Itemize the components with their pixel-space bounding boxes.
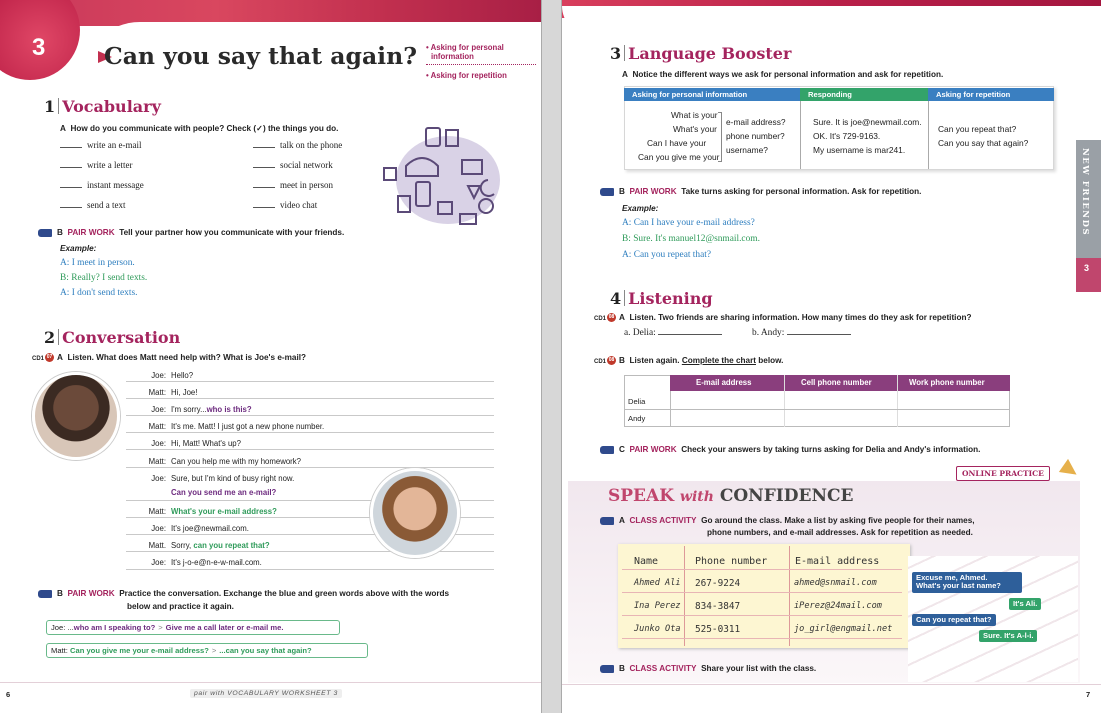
note-row-1-email: ahmed@snmail.com [794, 578, 877, 588]
objective-divider [426, 64, 536, 65]
booster-response-2: OK. It's 729-9163. [813, 131, 881, 141]
booster-col-header-3: Asking for repetition [928, 88, 1054, 101]
chart-row-andy: Andy [628, 414, 646, 423]
dialogue-line-4: Matt: It's me. Matt! I just got a new phone number. [148, 422, 325, 431]
chart-col-divider [784, 375, 785, 427]
dialogue-rule [126, 415, 494, 416]
vocab-b-text: Tell your partner how you communicate with your friends. [119, 228, 345, 237]
note-row-3-email: jo_girl@engmail.net [794, 624, 893, 634]
booster-ask-right-2: phone number? [726, 131, 785, 141]
class-activity-icon [600, 665, 614, 673]
dialogue-line-11: Matt. Sorry, can you repeat that? [148, 541, 270, 550]
substitution-box-1: Joe: ...who am I speaking to? > Give me a call later or e-mail me. [46, 620, 340, 635]
dialogue-line-8: Can you send me an e-mail? [171, 488, 277, 497]
audio-track-icon[interactable]: 08 [608, 357, 615, 364]
vocab-a-instruction [60, 123, 338, 133]
booster-ask-3: Can I have your [647, 138, 707, 148]
conversation-b-text-1: Practice the conversation. Exchange the blue and green words above with the words [119, 589, 450, 598]
note-divider [789, 546, 790, 646]
page-number-left: 6 [6, 690, 11, 699]
vocab-item-right-4[interactable]: video chat [253, 200, 317, 210]
listening-b-letter: B [619, 356, 625, 365]
vocab-item-left-3[interactable]: instant message [60, 180, 144, 190]
cursor-arrow-icon [1059, 459, 1081, 481]
note-header-phone: Phone number [695, 556, 768, 567]
dialogue-line-9: Matt: What's your e-mail address? [148, 507, 277, 516]
speech-bubble-1: Excuse me, Ahmed. What's your last name? [912, 572, 1022, 593]
note-header-email: E-mail address [795, 556, 880, 567]
speak-a-letter: A [619, 516, 625, 525]
dialogue-line-1: Joe: Hello? [151, 371, 194, 380]
vocab-item-right-1[interactable]: talk on the phone [253, 140, 342, 150]
listening-option-delia[interactable]: a. Delia: [624, 328, 722, 338]
audio-track-icon[interactable]: 08 [608, 314, 615, 321]
page-number-right: 7 [1086, 690, 1091, 699]
booster-title: Language Booster [628, 44, 792, 63]
dialogue-rule [126, 467, 494, 468]
vocab-heading [44, 97, 161, 117]
class-activity-icon [600, 517, 614, 525]
booster-response-1: Sure. It is joe@newmail.com. [813, 117, 922, 127]
chart-col-divider [897, 375, 898, 427]
booster-ask-right-1: e-mail address? [726, 117, 786, 127]
dialogue-line-6: Matt: Can you help me with my homework? [148, 457, 302, 466]
conversation-b-letter: B [57, 589, 63, 598]
note-header-name: Name [634, 556, 659, 567]
vocab-item-right-2[interactable]: social network [253, 160, 333, 170]
speak-title: SPEAK with CONFIDENCE [608, 486, 854, 506]
vocab-a-text: How do you communicate with people? Check (✓) the things you do. [70, 124, 339, 133]
vocab-a-letter: A [60, 124, 66, 133]
booster-example-1: A: Can I have your e-mail address? [622, 218, 755, 228]
speak-b-letter: B [619, 664, 625, 673]
dialogue-line-12: Joe: It's j-o-e@n-e-w-mail.com. [151, 558, 262, 567]
vocab-title: Vocabulary [62, 97, 161, 116]
online-practice-badge[interactable]: ONLINE PRACTICE [956, 466, 1050, 481]
footer-rule [0, 682, 541, 683]
speak-a-label: CLASS ACTIVITY [629, 516, 697, 525]
chart-header-cell: Cell phone number [801, 378, 872, 387]
listening-title: Listening [628, 289, 713, 308]
speech-bubble-3: Can you repeat that? [912, 614, 996, 626]
booster-brace [718, 112, 722, 162]
worksheet-footer: pair with VOCABULARY WORKSHEET 3 [190, 689, 342, 698]
conversation-a-text: Listen. What does Matt need help with? What is Joe's e-mail? [67, 353, 307, 362]
conversation-title: Conversation [62, 328, 181, 347]
booster-ask-2: What's your [673, 124, 717, 134]
note-rule [622, 638, 902, 639]
speak-a-text-1: Go around the class. Make a list by asking five people for their names, [701, 516, 975, 525]
booster-example-2: B: Sure. It's manuel12@snmail.com. [622, 234, 760, 244]
left-page [0, 0, 541, 713]
booster-col-header-2: Responding [800, 88, 928, 101]
note-rule [622, 592, 902, 593]
booster-b-label: PAIR WORK [629, 187, 677, 196]
vocab-item-left-2[interactable]: write a letter [60, 160, 132, 170]
note-row-1-name: Ahmed Ali [634, 578, 681, 588]
pair-work-icon [600, 188, 614, 196]
conversation-heading [44, 328, 180, 348]
booster-b-letter: B [619, 187, 625, 196]
note-row-3-phone: 525-0311 [695, 624, 741, 635]
side-tab-label: NEW FRIENDS [1080, 148, 1090, 237]
chart-header-work: Work phone number [909, 378, 985, 387]
cd-label: CD1 [594, 316, 607, 322]
booster-b-text: Take turns asking for personal information. Ask for repetition. [681, 187, 922, 196]
listening-num: 4 [610, 289, 622, 308]
header-swoosh [562, 6, 1101, 36]
note-rule [622, 569, 902, 570]
booster-b-instruction [600, 187, 921, 196]
vocab-example-3: A: I don't send texts. [60, 288, 138, 298]
dialogue-rule [126, 398, 494, 399]
conversation-b-label: PAIR WORK [67, 589, 115, 598]
dialogue-rule [126, 449, 494, 450]
objective-2: • Asking for repetition [426, 71, 507, 80]
speak-b-label: CLASS ACTIVITY [629, 664, 697, 673]
listening-b-instruction: CD1 08 B Listen again. Complete the chart below. [594, 356, 784, 365]
listening-c-instruction [600, 445, 980, 454]
booster-heading [610, 44, 791, 64]
note-row-2-email: iPerez@24mail.com [794, 601, 882, 611]
conversation-num: 2 [44, 328, 56, 347]
listening-heading [610, 289, 713, 309]
pair-work-icon [600, 446, 614, 454]
booster-response-3: My username is mar241. [813, 145, 906, 155]
listening-c-text: Check your answers by taking turns asking for Delia and Andy's information. [681, 445, 981, 454]
listening-c-letter: C [619, 445, 625, 454]
booster-a-instruction [622, 70, 943, 79]
note-divider [684, 546, 685, 646]
listening-a-letter: A [619, 313, 625, 322]
listening-a-text: Listen. Two friends are sharing information. How many times do they ask for repetition? [629, 313, 972, 322]
conversation-a-letter: A [57, 353, 63, 362]
vocab-num: 1 [44, 97, 56, 116]
speak-b-text: Share your list with the class. [701, 664, 817, 673]
booster-divider [800, 101, 801, 169]
chart-row-delia: Delia [628, 397, 646, 406]
vocab-b-label: PAIR WORK [67, 228, 115, 237]
listening-option-andy[interactable]: b. Andy: [752, 328, 851, 338]
speak-a-text-2: phone numbers, and e-mail addresses. Ask for repetition as needed. [707, 528, 973, 537]
vocab-item-left-4[interactable]: send a text [60, 200, 126, 210]
dialogue-line-3: Joe: I'm sorry...who is this? [151, 405, 252, 414]
vocab-item-left-1[interactable]: write an e-mail [60, 140, 141, 150]
booster-ask-1: What is your [671, 110, 718, 120]
booster-repeat-2: Can you say that again? [938, 138, 1029, 148]
booster-ask-right-3: username? [726, 145, 768, 155]
booster-repeat-1: Can you repeat that? [938, 124, 1017, 134]
speech-bubble-2: It's Ali. [1009, 598, 1041, 610]
booster-divider [928, 101, 929, 169]
booster-a-letter: A [622, 70, 628, 79]
footer-rule [562, 684, 1101, 685]
booster-num: 3 [610, 44, 622, 63]
substitution-box-2: Matt: Can you give me your e-mail address? > ...can you say that again? [46, 643, 368, 658]
note-row-2-phone: 834-3847 [695, 601, 741, 612]
dialogue-line-10: Joe: It's joe@newmail.com. [151, 524, 249, 533]
note-row-1-phone: 267-9224 [695, 578, 741, 589]
dialogue-rule [126, 381, 494, 382]
note-rule [622, 615, 902, 616]
unit-number: 3 [32, 34, 46, 61]
side-tab-number: 3 [1084, 263, 1090, 273]
dialogue-line-5: Joe: Hi, Matt! What's up? [151, 439, 241, 448]
booster-ask-4: Can you give me your [638, 152, 720, 162]
listening-a-instruction [594, 313, 971, 322]
chart-header-email: E-mail address [696, 378, 752, 387]
vocab-example-label: Example: [60, 244, 97, 253]
joe-portrait [32, 372, 120, 460]
listening-c-label: PAIR WORK [629, 445, 677, 454]
vocab-item-right-3[interactable]: meet in person [253, 180, 333, 190]
dialogue-rule [126, 432, 494, 433]
speech-bubble-4: Sure. It's A-l-i. [979, 630, 1037, 642]
objective-1: • Asking for personal [426, 43, 504, 52]
matt-portrait [370, 468, 460, 558]
conversation-b-instruction [38, 589, 449, 598]
page-gutter [541, 0, 562, 713]
note-row-3-name: Junko Ota [634, 624, 681, 634]
booster-example-label: Example: [622, 204, 659, 213]
conversation-a-instruction [32, 353, 306, 362]
booster-example-3: A: Can you repeat that? [622, 250, 712, 260]
vocab-b-instruction [38, 228, 344, 237]
note-row-2-name: Ina Perez [634, 601, 681, 611]
dialogue-rule [126, 569, 494, 570]
pair-work-icon [38, 590, 52, 598]
chart-row-divider [624, 409, 1010, 410]
speak-b-instruction [600, 664, 816, 673]
vocab-example-2: B: Really? I send texts. [60, 273, 148, 283]
dialogue-line-2: Matt: Hi, Joe! [148, 388, 198, 397]
audio-track-icon[interactable]: 07 [46, 354, 53, 361]
vocab-example-1: A: I meet in person. [60, 258, 135, 268]
dialogue-line-7: Joe: Sure, but I'm kind of busy right now. [151, 474, 295, 483]
unit-title: Can you say that again? [104, 42, 417, 70]
booster-a-text: Notice the different ways we ask for personal information and ask for repetition. [632, 70, 944, 79]
objective-1-cont: information [431, 52, 474, 61]
conversation-b-text-2: below and practice it again. [127, 602, 234, 611]
cd-label: CD1 [32, 356, 45, 362]
speak-a-instruction [600, 516, 975, 525]
communication-icons-illustration [376, 122, 506, 232]
booster-col-header-1: Asking for personal information [624, 88, 800, 101]
right-page [562, 0, 1101, 713]
pair-work-icon [38, 229, 52, 237]
vocab-b-letter: B [57, 228, 63, 237]
